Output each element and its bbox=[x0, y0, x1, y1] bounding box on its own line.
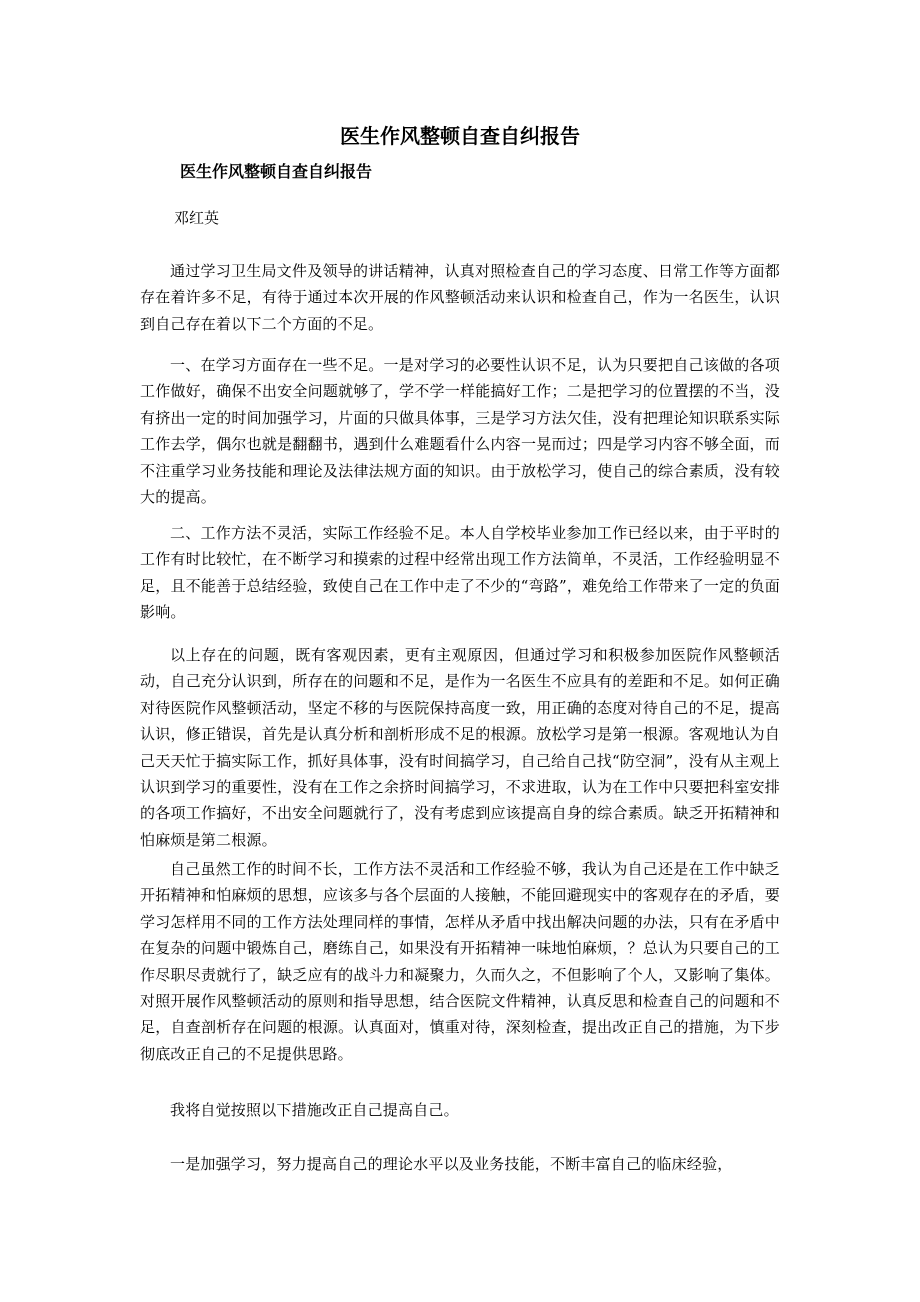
paragraph-measure-one: 一是加强学习，努力提高自己的理论水平以及业务技能，不断丰富自己的临床经验， bbox=[170, 1155, 733, 1173]
paragraph-study-shortcomings: 一、在学习方面存在一些不足。一是对学习的必要性认识不足，认为只要把自己该做的各项工作做好，确保不出安全问题就够了，学不学一样能搞好工作；二是把学习的位置摆的不当，没有挤出一定的时间加强学习，片面的只做具体事，三是学习方法欠佳，没有把理论知识联系实际工作去学，偶尔也就是翻翻书，遇到什么难题看什么内容一晃而过；四是学习内容不够全面，而不注重学习业务技能和理论及法律法规方面的知识。由于放松学习，使自己的综合素质，没有较大的提高。 bbox=[140, 356, 780, 507]
paragraph-self-reflection: 自己虽然工作的时间不长，工作方法不灵活和工作经验不够，我认为自己还是在工作中缺乏开拓精神和怕麻烦的思想，应该多与各个层面的人接触，不能回避现实中的客观存在的矛盾，要学习怎样用不同的工作方法处理同样的事情，怎样从矛盾中找出解决问题的办法，只有在矛盾中在复杂的问题中锻炼自己，磨练自己，如果没有开拓精神一味地怕麻烦，？总认为只要自己的工作尽职尽责就行了，缺乏应有的战斗力和凝聚力，久而久之，不但影响了个人，又影响了集体。对照开展作风整顿活动的原则和指导思想，结合医院文件精神，认真反思和检查自己的问题和不足，自查剖析存在问题的根源。认真面对，慎重对待，深刻检查，提出改正自己的措施，为下步彻底改正自己的不足提供思路。 bbox=[140, 860, 780, 1063]
paragraph-root-cause-analysis: 以上存在的问题，既有客观因素，更有主观原因，但通过学习和积极参加医院作风整顿活动，自己充分认识到，所存在的问题和不足，是作为一名医生不应具有的差距和不足。如何正确对待医院作风整顿活动，坚定不移的与医院保持高度一致，用正确的态度对待自己的不足，提高认识，修正错误，首先是认真分析和剖析形成不足的根源。放松学习是第一根源。客观地认为自己天天忙于搞实际工作，抓好具体事，没有时间搞学习，自己给自己找“防空洞”，没有从主观上认识到学习的重要性，没有在工作之余挤时间搞学习，不求进取，认为在工作中只要把科室安排的各项工作搞好，不出安全问题就行了，没有考虑到应该提高自身的综合素质。缺乏开拓精神和怕麻烦是第二根源。 bbox=[140, 646, 780, 849]
document-subtitle: 医生作风整顿自查自纠报告 bbox=[180, 162, 373, 181]
author-name: 邓红英 bbox=[174, 209, 220, 227]
paragraph-work-methods: 二、工作方法不灵活，实际工作经验不足。本人自学校毕业参加工作已经以来，由于平时的工作有时比较忙，在不断学习和摸索的过程中经常出现工作方法简单，不灵活，工作经验明显不足，且不能善于总结经验，致使自己在工作中走了不少的“弯路”，难免给工作带来了一定的负面影响。 bbox=[140, 524, 780, 622]
paragraph-measures-intro: 我将自觉按照以下措施改正自己提高自己。 bbox=[170, 1101, 459, 1119]
document-title: 医生作风整顿自查自纠报告 bbox=[340, 124, 580, 148]
paragraph-intro: 通过学习卫生局文件及领导的讲话精神，认真对照检查自己的学习态度、日常工作等方面都存在着许多不足，有待于通过本次开展的作风整顿活动来认识和检查自己，作为一名医生，认识到自己存在着以下二个方面的不足。 bbox=[140, 262, 780, 333]
